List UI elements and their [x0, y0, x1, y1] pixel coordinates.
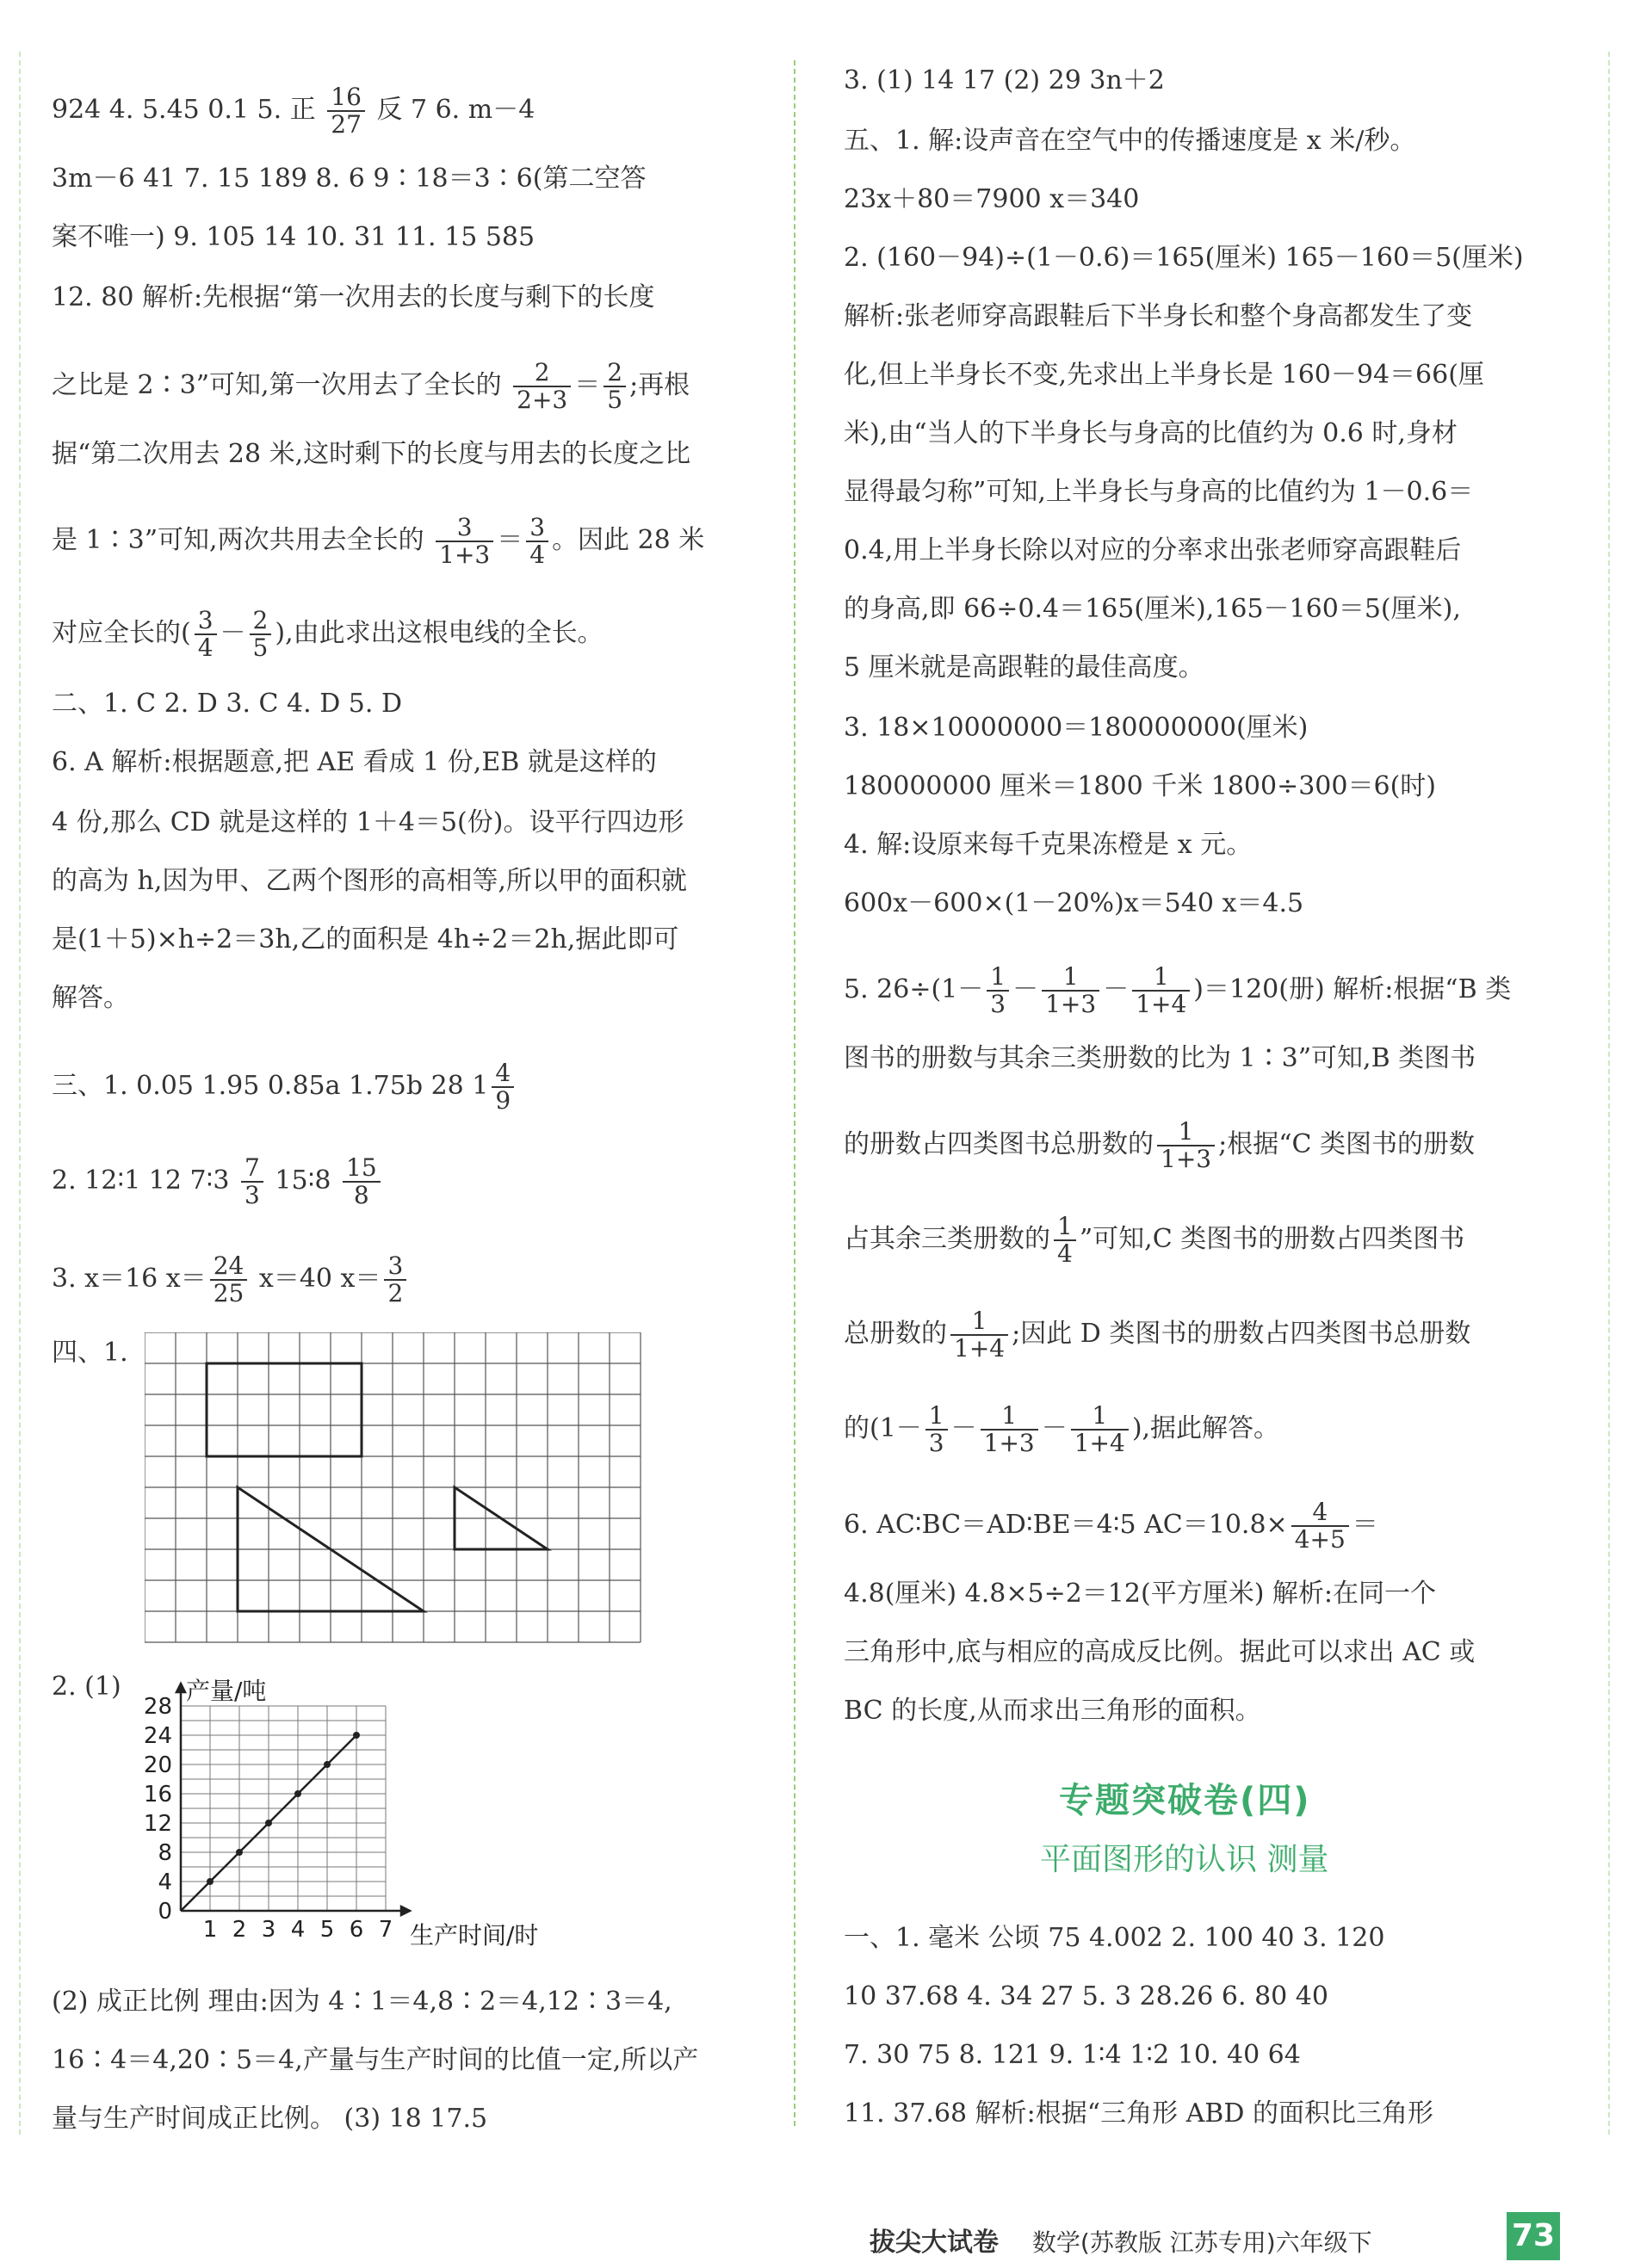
answer-line: (2) 成正比例 理由:因为 4∶1＝4,8∶2＝4,12∶3＝4, — [52, 1987, 672, 2017]
answer-line: 4. 解:设原来每千克果冻橙是 x 元。 — [844, 830, 1253, 860]
answer-line: 二、1. C 2. D 3. C 4. D 5. D — [52, 689, 403, 719]
answer-line: 11. 37.68 解析:根据“三角形 ABD 的面积比三角形 — [844, 2098, 1433, 2129]
answer-line: BC 的长度,从而求出三角形的面积。 — [844, 1696, 1261, 1726]
x-tick-label: 4 — [290, 1917, 306, 1943]
answer-line: 总册数的 $\frac{1}{1+4}$ ;因此 D 类图书的册数占四类图书总册数 — [844, 1307, 1471, 1363]
answer-line: 图书的册数与其余三类册数的比为 1∶3”可知,B 类图书 — [844, 1043, 1476, 1073]
x-tick-label: 2 — [232, 1917, 247, 1943]
y-axis-arrow-icon — [176, 1684, 185, 1692]
grid-figure — [145, 1332, 651, 1647]
book-subject: 数学(苏教版 江苏专用)六年级下 — [1031, 2228, 1372, 2257]
answer-line: 3. (1) 14 17 (2) 29 3n＋2 — [844, 65, 1165, 96]
answer-line: 3. x＝16 x＝ $\frac{24}{25}$ x＝40 x＝ $\frac{3}{2}$ — [52, 1253, 410, 1307]
answer-line: 显得最匀称”可知,上半身长与身高的比值约为 1－0.6＝ — [844, 477, 1474, 507]
production-line-chart — [129, 1678, 594, 1954]
data-point — [207, 1878, 214, 1885]
x-tick-label: 1 — [202, 1917, 218, 1943]
x-tick-label: 3 — [261, 1917, 276, 1943]
answer-line: 的高为 h,因为甲、乙两个图形的高相等,所以甲的面积就 — [52, 866, 687, 896]
answer-line: 180000000 厘米＝1800 千米 1800÷300＝6(时) — [844, 771, 1436, 801]
x-axis-arrow-icon — [401, 1906, 410, 1915]
answer-line: 三角形中,底与相应的高成反比例。据此可以求出 AC 或 — [844, 1637, 1476, 1667]
answer-line: 4 份,那么 CD 就是这样的 1＋4＝5(份)。设平行四边形 — [52, 807, 684, 837]
x-tick-label: 7 — [378, 1917, 393, 1943]
answer-line: 5 厘米就是高跟鞋的最佳高度。 — [844, 652, 1204, 683]
answer-line: 量与生产时间成正比例。 (3) 18 17.5 — [52, 2104, 488, 2134]
answer-line: 一、1. 毫米 公顷 75 4.002 2. 100 40 3. 120 — [844, 1923, 1385, 1953]
answer-line: 化,但上半身长不变,先求出上半身长是 160－94＝66(厘 — [844, 360, 1484, 390]
answer-line: 是(1＋5)×h÷2＝3h,乙的面积是 4h÷2＝2h,据此即可 — [52, 924, 679, 955]
answer-line: 6. A 解析:根据题意,把 AE 看成 1 份,EB 就是这样的 — [52, 747, 657, 777]
answer-line: 解析:张老师穿高跟鞋后下半身长和整个身高都发生了变 — [844, 301, 1473, 331]
answer-line: 2. (160－94)÷(1－0.6)＝165(厘米) 165－160＝5(厘米) — [844, 243, 1524, 273]
y-tick-label: 0 — [158, 1899, 172, 1925]
column-divider — [794, 60, 795, 2126]
section-subtitle: 平面图形的认识 测量 — [1040, 1842, 1329, 1877]
answer-line: 10 37.68 4. 34 27 5. 3 28.26 6. 80 40 — [844, 1981, 1328, 2012]
answer-line: 7. 30 75 8. 121 9. 1∶4 1∶2 10. 40 64 — [844, 2040, 1301, 2070]
data-point — [353, 1732, 360, 1739]
data-point — [294, 1790, 301, 1797]
answer-line: 的册数占四类图书总册数的 $\frac{1}{1+3}$ ;根据“C 类图书的册数 — [844, 1117, 1476, 1173]
answer-line: 的身高,即 66÷0.4＝165(厘米),165－160＝5(厘米), — [844, 594, 1461, 624]
answer-line: 16∶4＝4,20∶5＝4,产量与生产时间的比值一定,所以产 — [52, 2045, 699, 2075]
x-axis-label: 生产时间/时 — [410, 1921, 539, 1950]
y-tick-label: 16 — [143, 1782, 172, 1808]
answer-line: 五、1. 解:设声音在空气中的传播速度是 x 米/秒。 — [844, 126, 1416, 156]
y-tick-label: 12 — [143, 1811, 172, 1837]
answer-line: 0.4,用上半身长除以对应的分率求出张老师穿高跟鞋后 — [844, 535, 1462, 565]
answer-line: 3. 18×10000000＝180000000(厘米) — [844, 713, 1309, 743]
answer-line: 对应全长的( $\frac{3}{4}$ － $\frac{2}{5}$ ),由此求出这根电线的全长。 — [52, 606, 604, 662]
answer-line: 解答。 — [52, 983, 129, 1013]
answer-line: 6. AC∶BC＝AD∶BE＝4∶5 AC＝10.8× $\frac{4}{4+5}$ ＝ — [844, 1498, 1378, 1554]
answer-line: 600x－600×(1－20%)x＝540 x＝4.5 — [844, 888, 1304, 918]
answer-line: 之比是 2∶3”可知,第一次用去了全长的 $\frac{2}{2+3}$ ＝ $\frac{2}{5}$ ;再根 — [52, 358, 690, 414]
answer-line: 924 4. 5.45 0.1 5. 正 $\frac{16}{27}$ 反 7 6. m－4 — [52, 83, 535, 139]
y-tick-label: 28 — [143, 1694, 172, 1720]
answer-line: 四、1. — [52, 1338, 128, 1368]
page-footer — [870, 2221, 1372, 2259]
answer-line: 12. 80 解析:先根据“第一次用去的长度与剩下的长度 — [52, 282, 655, 312]
answer-line: 占其余三类册数的 $\frac{1}{4}$ ”可知,C 类图书的册数占四类图书 — [844, 1212, 1465, 1268]
rectangle-shape — [207, 1363, 362, 1456]
answer-line: 据“第二次用去 28 米,这时剩下的长度与用去的长度之比 — [52, 439, 691, 469]
y-tick-label: 24 — [143, 1723, 172, 1749]
answer-line: 2. (1) — [52, 1672, 121, 1702]
answer-line: 23x＋80＝7900 x＝340 — [844, 184, 1140, 214]
answer-line: 是 1∶3”可知,两次共用去全长的 $\frac{3}{1+3}$ ＝ $\frac{3}{4}$ 。因此 28 米 — [52, 513, 705, 569]
x-tick-label: 6 — [349, 1917, 364, 1943]
answer-line: 5. 26÷(1－ $\frac{1}{3}$ － $\frac{1}{1+3}$ － $\frac{1}{1+4}$ )＝120(册) 解析:根据“B 类 — [844, 962, 1512, 1018]
data-point — [265, 1820, 272, 1826]
answer-line: 案不唯一) 9. 105 14 10. 31 11. 15 585 — [52, 222, 535, 252]
data-point — [236, 1849, 243, 1856]
y-axis-label: 产量/吨 — [186, 1678, 267, 1705]
page-number: 73 — [1507, 2212, 1560, 2260]
right-margin-rule — [1608, 52, 1610, 2135]
answer-line: 米),由“当人的下半身长与身高的比值约为 0.6 时,身材 — [844, 418, 1458, 448]
answer-line: 3m－6 41 7. 15 189 8. 6 9∶18＝3∶6(第二空答 — [52, 164, 647, 194]
y-tick-label: 20 — [143, 1752, 172, 1778]
section-title: 专题突破卷(四) — [1059, 1781, 1311, 1820]
answer-line: 的(1－ $\frac{1}{3}$ － $\frac{1}{1+3}$ － $\frac{1}{1+4}$ ),据此解答。 — [844, 1401, 1280, 1457]
y-tick-label: 4 — [158, 1869, 172, 1895]
y-tick-label: 8 — [158, 1840, 172, 1866]
answer-line: 三、1. 0.05 1.95 0.85a 1.75b 28 1 $\frac{4}{9}$ — [52, 1060, 517, 1114]
answer-line: 4.8(厘米) 4.8×5÷2＝12(平方厘米) 解析:在同一个 — [844, 1579, 1437, 1609]
answer-line: 2. 12∶1 12 7∶3 $\frac{7}{3}$ 15∶8 $\frac{15}{8}$ — [52, 1155, 384, 1208]
data-point — [324, 1761, 331, 1768]
left-margin-rule — [19, 52, 21, 2135]
fraction: $\frac{16}{27}$ — [327, 84, 365, 138]
x-tick-label: 5 — [319, 1917, 335, 1943]
book-brand: 拔尖大试卷 — [870, 2228, 999, 2258]
